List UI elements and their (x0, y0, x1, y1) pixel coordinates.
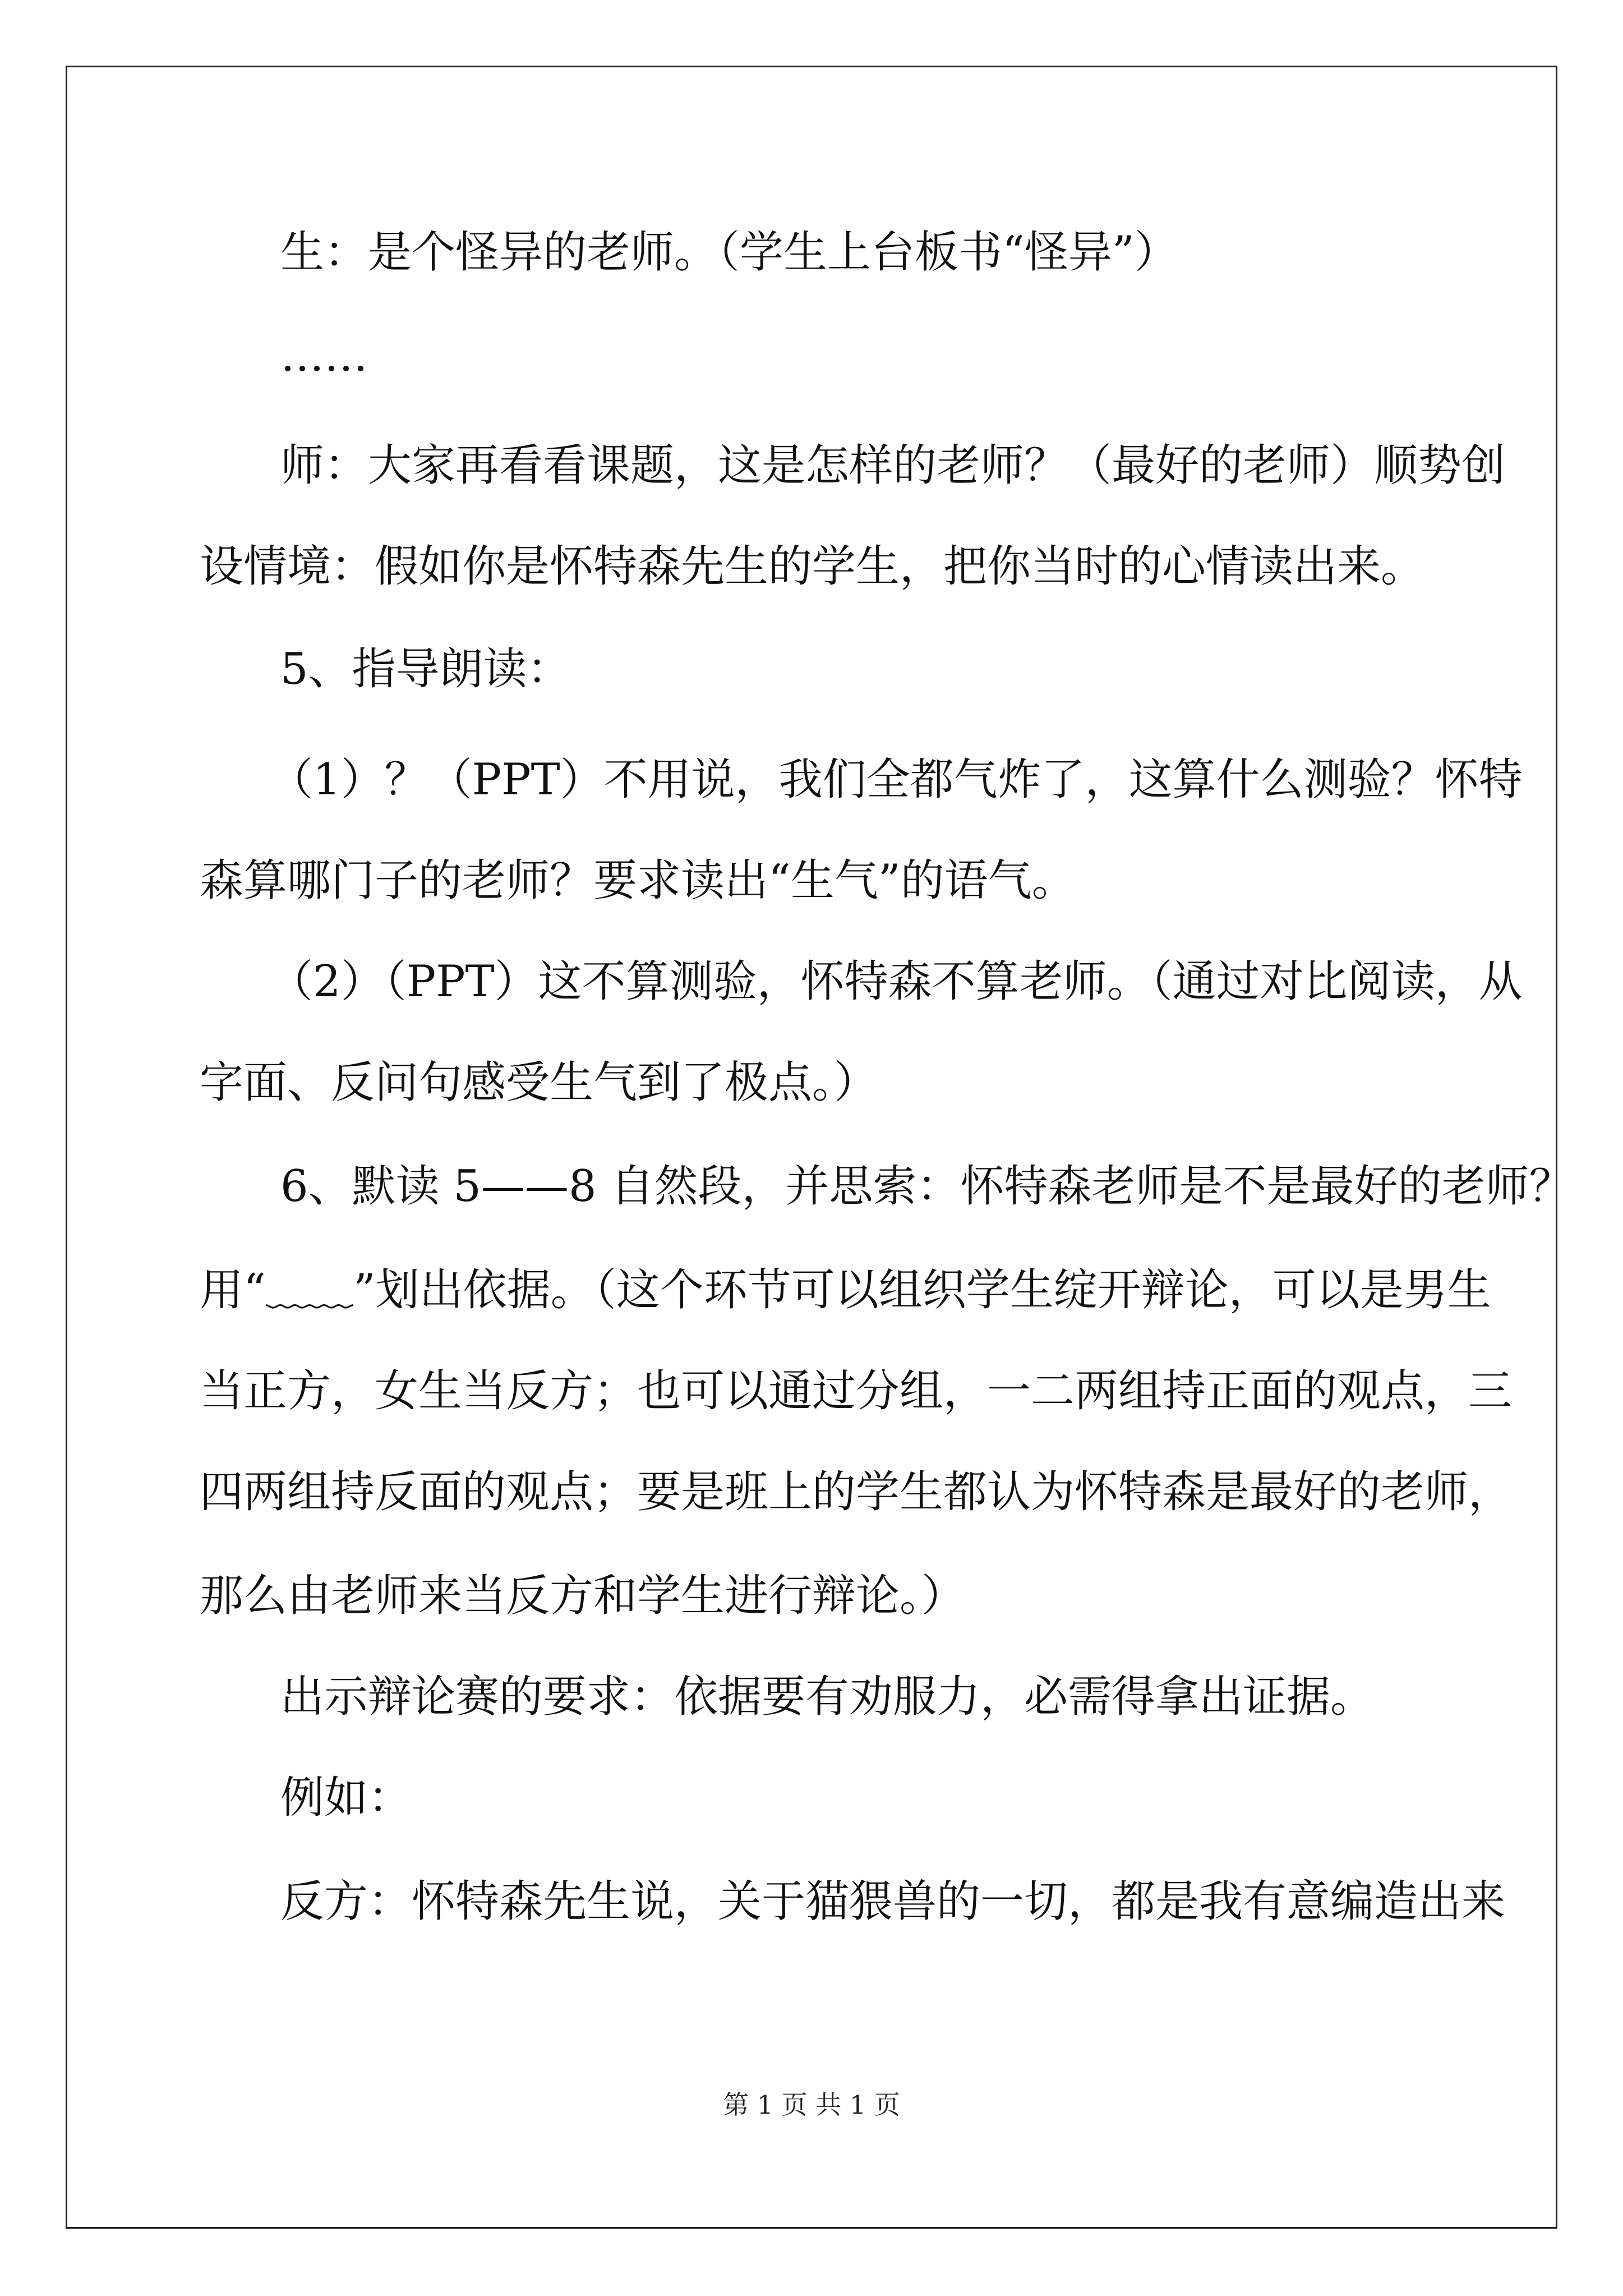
page-footer: 第 1 页 共 1 页 (723, 2090, 900, 2120)
paragraph-line: 出示辩论赛的要求：依据要有劝服力，必需得拿出证据。 (280, 1672, 1375, 1722)
paragraph-line: 6、默读 5——8 自然段，并思索：怀特森老师是不是最好的老师？ (280, 1161, 1573, 1212)
paragraph-line: 师：大家再看看课题，这是怎样的老师？（最好的老师）顺势创 (280, 440, 1506, 491)
paragraph-line: 那么由老师来当反方和学生进行辩论。） (200, 1571, 966, 1621)
paragraph-line: …… (280, 331, 368, 381)
paragraph-line: （2）（PPT）这不算测验，怀特森不算老师。（通过对比阅读，从 (269, 956, 1523, 1007)
paragraph-line: 反方：怀特森先生说，关于猫猥兽的一切，都是我有意编造出来 (280, 1876, 1506, 1927)
paragraph-line: 5、指导朗读： (280, 644, 571, 694)
paragraph-line: 例如： (280, 1773, 412, 1823)
paragraph-line: 用“﹏﹏”划出依据。（这个环节可以组织学生绽开辩论，可以是男生 (200, 1265, 1491, 1315)
paragraph-line: （1）？（PPT）不用说，我们全都气炸了，这算什么测验？怀特 (269, 754, 1523, 805)
paragraph-line: 森算哪门子的老师？要求读出“生气”的语气。 (200, 855, 1076, 906)
paragraph-line: 设情境：假如你是怀特森先生的学生，把你当时的心情读出来。 (200, 541, 1425, 592)
paragraph-line: 四两组持反面的观点；要是班上的学生都认为怀特森是最好的老师， (200, 1467, 1513, 1517)
paragraph-line: 字面、反问句感受生气到了极点。） (200, 1057, 878, 1108)
paragraph-line: 生：是个怪异的老师。（学生上台板书“怪异”） (280, 227, 1178, 278)
paragraph-line: 当正方，女生当反方；也可以通过分组，一二两组持正面的观点，三 (200, 1366, 1513, 1416)
